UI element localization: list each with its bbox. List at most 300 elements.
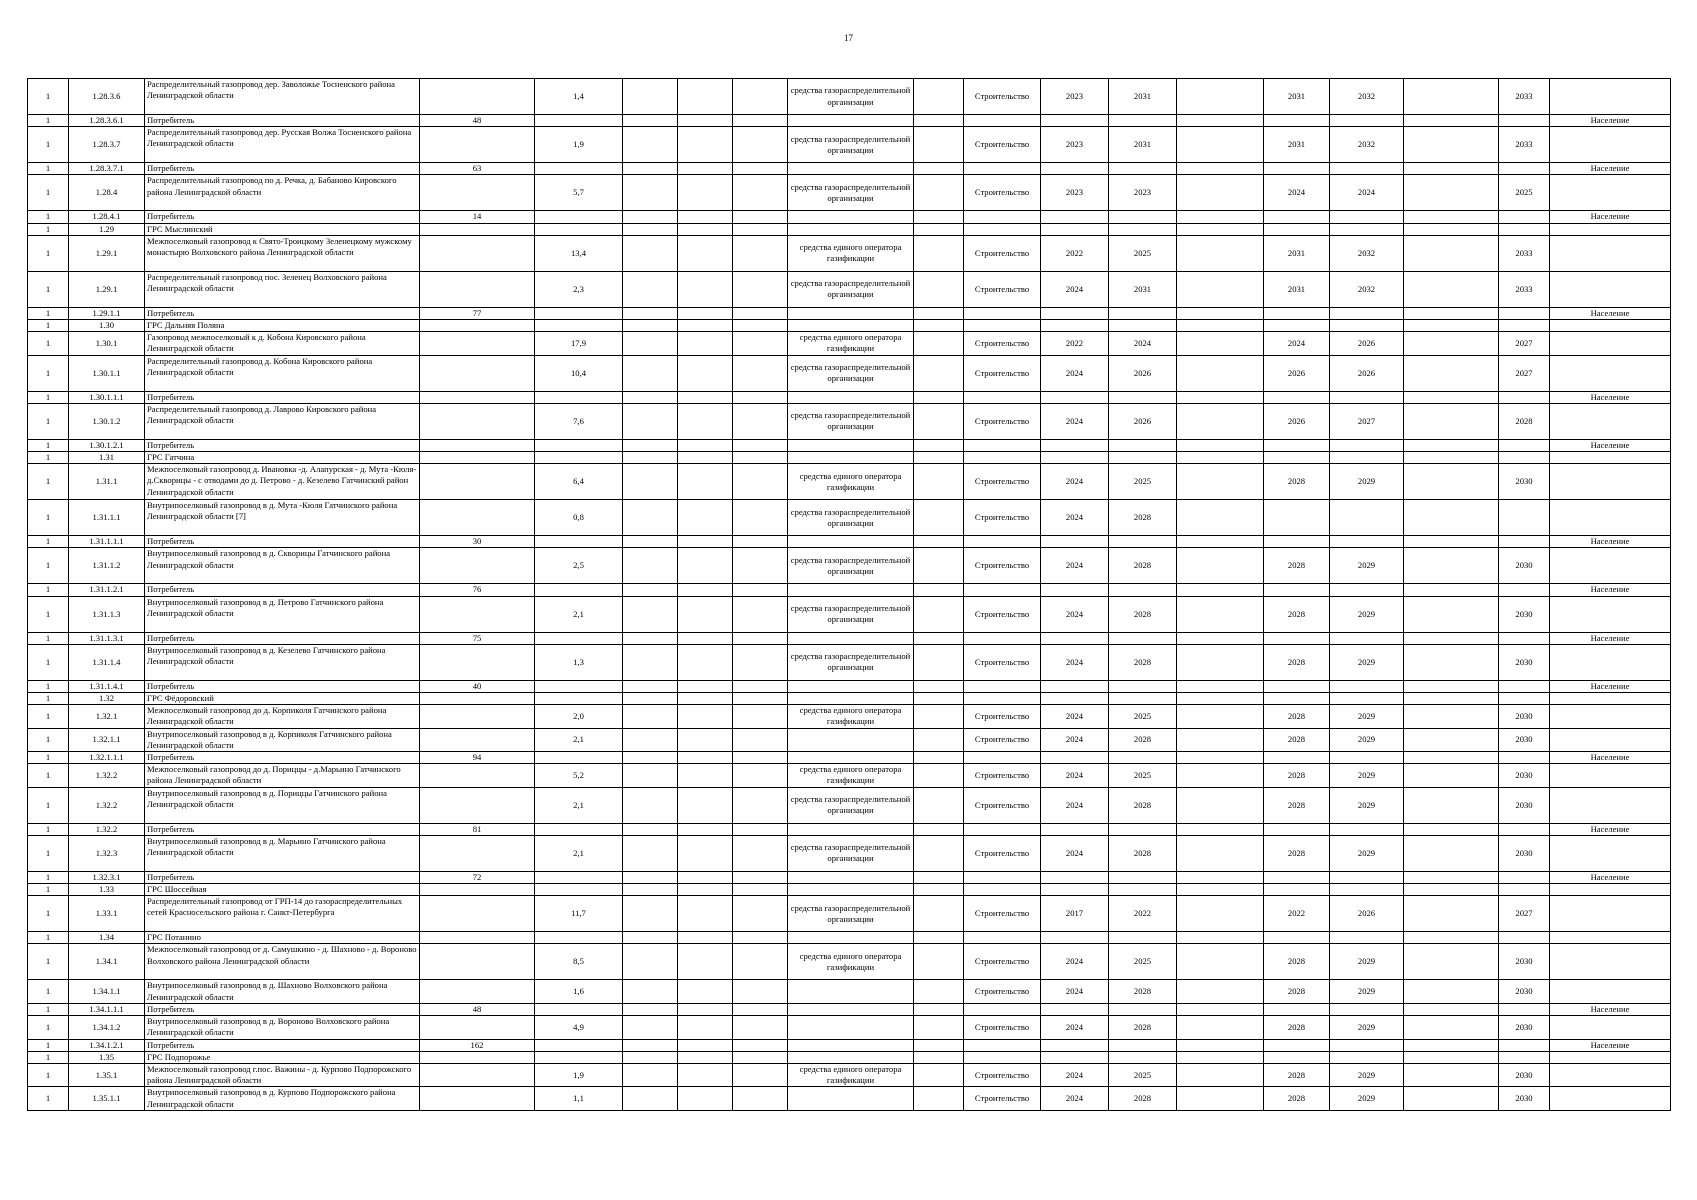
empty-cell xyxy=(623,823,678,835)
mark-cell: 1 xyxy=(28,584,69,596)
mark-cell: 1 xyxy=(28,835,69,871)
consumers-cell xyxy=(420,787,535,823)
name-cell: Потребитель xyxy=(145,752,420,764)
empty-cell xyxy=(623,355,678,391)
length-cell xyxy=(535,584,623,596)
consumers-cell xyxy=(420,764,535,787)
empty-cell xyxy=(678,596,733,632)
code-cell: 1.32.2 xyxy=(69,787,145,823)
mark-cell: 1 xyxy=(28,644,69,680)
mark-cell: 1 xyxy=(28,596,69,632)
empty-cell xyxy=(623,464,678,500)
table-row xyxy=(28,1063,1671,1086)
table-row xyxy=(28,235,1671,271)
empty-cell xyxy=(623,439,678,451)
empty-cell xyxy=(733,980,788,1003)
name-cell: Потребитель xyxy=(145,1039,420,1051)
funding-source-cell: средства единого оператора газификации xyxy=(788,1063,914,1086)
consumers-cell: 72 xyxy=(420,871,535,883)
year-cell xyxy=(1499,536,1550,548)
empty-cell xyxy=(678,271,733,307)
funding-source-cell xyxy=(788,980,914,1003)
mark-cell: 1 xyxy=(28,536,69,548)
consumer-category-cell xyxy=(1550,1063,1671,1086)
code-cell: 1.30.1.2.1 xyxy=(69,439,145,451)
year-start-cell: 2024 xyxy=(1041,944,1109,980)
empty-cell xyxy=(1177,835,1264,871)
empty-cell xyxy=(914,835,964,871)
code-cell: 1.28.4 xyxy=(69,175,145,211)
year-cell xyxy=(1264,223,1330,235)
year-end-cell xyxy=(1109,439,1177,451)
work-type-cell: Строительство xyxy=(964,235,1041,271)
year-cell: 2033 xyxy=(1499,271,1550,307)
consumers-cell: 75 xyxy=(420,632,535,644)
empty-cell xyxy=(1177,1063,1264,1086)
year-cell: 2030 xyxy=(1499,1063,1550,1086)
empty-cell xyxy=(733,79,788,115)
empty-cell xyxy=(733,355,788,391)
year-cell: 2029 xyxy=(1330,596,1404,632)
code-cell: 1.31.1.2 xyxy=(69,548,145,584)
work-type-cell: Строительство xyxy=(964,944,1041,980)
year-cell: 2028 xyxy=(1264,1087,1330,1110)
empty-cell xyxy=(623,332,678,355)
table-row xyxy=(28,764,1671,787)
mark-cell: 1 xyxy=(28,332,69,355)
year-start-cell xyxy=(1041,752,1109,764)
table-row xyxy=(28,355,1671,391)
empty-cell xyxy=(623,787,678,823)
empty-cell xyxy=(733,271,788,307)
empty-cell xyxy=(1177,944,1264,980)
empty-cell xyxy=(623,235,678,271)
empty-cell xyxy=(914,332,964,355)
consumers-cell: 94 xyxy=(420,752,535,764)
year-cell: 2028 xyxy=(1264,764,1330,787)
empty-cell xyxy=(1177,536,1264,548)
funding-source-cell xyxy=(788,693,914,705)
year-cell xyxy=(1499,680,1550,692)
empty-cell xyxy=(1177,235,1264,271)
year-cell: 2028 xyxy=(1264,980,1330,1003)
consumer-category-cell xyxy=(1550,175,1671,211)
empty-cell xyxy=(733,823,788,835)
year-cell: 2030 xyxy=(1499,548,1550,584)
length-cell: 17,9 xyxy=(535,332,623,355)
consumer-category-cell: Население xyxy=(1550,584,1671,596)
empty-cell xyxy=(678,1051,733,1063)
empty-cell xyxy=(623,500,678,536)
work-type-cell: Строительство xyxy=(964,787,1041,823)
name-cell: Потребитель xyxy=(145,211,420,223)
work-type-cell xyxy=(964,391,1041,403)
empty-cell xyxy=(1404,932,1499,944)
consumer-category-cell xyxy=(1550,980,1671,1003)
table-row xyxy=(28,693,1671,705)
page-number: 17 xyxy=(844,33,853,43)
table-row xyxy=(28,548,1671,584)
empty-cell xyxy=(914,752,964,764)
empty-cell xyxy=(733,211,788,223)
year-cell: 2031 xyxy=(1264,79,1330,115)
empty-cell xyxy=(678,680,733,692)
consumer-category-cell xyxy=(1550,332,1671,355)
year-end-cell: 2028 xyxy=(1109,548,1177,584)
empty-cell xyxy=(623,644,678,680)
consumer-category-cell xyxy=(1550,1051,1671,1063)
consumer-category-cell xyxy=(1550,896,1671,932)
year-cell: 2028 xyxy=(1499,403,1550,439)
consumers-cell: 48 xyxy=(420,1003,535,1015)
length-cell xyxy=(535,693,623,705)
table-row xyxy=(28,680,1671,692)
work-type-cell xyxy=(964,536,1041,548)
empty-cell xyxy=(678,764,733,787)
consumers-cell xyxy=(420,464,535,500)
year-cell xyxy=(1330,1051,1404,1063)
empty-cell xyxy=(1177,307,1264,319)
year-cell xyxy=(1499,752,1550,764)
year-cell: 2030 xyxy=(1499,787,1550,823)
name-cell: Потребитель xyxy=(145,536,420,548)
empty-cell xyxy=(733,1016,788,1039)
year-start-cell: 2017 xyxy=(1041,896,1109,932)
empty-cell xyxy=(733,871,788,883)
year-end-cell xyxy=(1109,115,1177,127)
empty-cell xyxy=(678,1003,733,1015)
empty-cell xyxy=(678,1039,733,1051)
consumer-category-cell: Население xyxy=(1550,1039,1671,1051)
name-cell: Потребитель xyxy=(145,632,420,644)
funding-source-cell xyxy=(788,536,914,548)
length-cell xyxy=(535,452,623,464)
funding-source-cell xyxy=(788,391,914,403)
length-cell xyxy=(535,391,623,403)
consumers-cell xyxy=(420,271,535,307)
year-cell xyxy=(1330,320,1404,332)
year-cell xyxy=(1330,884,1404,896)
year-start-cell xyxy=(1041,536,1109,548)
year-end-cell: 2028 xyxy=(1109,980,1177,1003)
consumer-category-cell xyxy=(1550,1016,1671,1039)
empty-cell xyxy=(1404,391,1499,403)
year-end-cell: 2026 xyxy=(1109,355,1177,391)
empty-cell xyxy=(914,787,964,823)
table-row xyxy=(28,332,1671,355)
year-cell xyxy=(1499,884,1550,896)
length-cell: 1,4 xyxy=(535,79,623,115)
empty-cell xyxy=(1177,332,1264,355)
code-cell: 1.35.1.1 xyxy=(69,1087,145,1110)
mark-cell: 1 xyxy=(28,728,69,751)
code-cell: 1.28.3.6.1 xyxy=(69,115,145,127)
mark-cell: 1 xyxy=(28,1003,69,1015)
year-start-cell xyxy=(1041,932,1109,944)
work-type-cell: Строительство xyxy=(964,596,1041,632)
empty-cell xyxy=(1404,1039,1499,1051)
mark-cell: 1 xyxy=(28,1016,69,1039)
work-type-cell: Строительство xyxy=(964,271,1041,307)
mark-cell: 1 xyxy=(28,79,69,115)
year-cell: 2030 xyxy=(1499,464,1550,500)
work-type-cell: Строительство xyxy=(964,548,1041,584)
year-start-cell xyxy=(1041,391,1109,403)
consumers-cell xyxy=(420,391,535,403)
consumers-cell xyxy=(420,835,535,871)
consumer-category-cell: Население xyxy=(1550,632,1671,644)
work-type-cell xyxy=(964,320,1041,332)
empty-cell xyxy=(623,175,678,211)
length-cell xyxy=(535,439,623,451)
empty-cell xyxy=(678,464,733,500)
year-cell xyxy=(1330,391,1404,403)
consumers-cell xyxy=(420,896,535,932)
empty-cell xyxy=(1404,79,1499,115)
year-cell xyxy=(1499,1039,1550,1051)
work-type-cell xyxy=(964,584,1041,596)
name-cell: Потребитель xyxy=(145,163,420,175)
mark-cell: 1 xyxy=(28,439,69,451)
empty-cell xyxy=(1177,115,1264,127)
year-cell: 2028 xyxy=(1264,1016,1330,1039)
empty-cell xyxy=(623,223,678,235)
year-cell xyxy=(1499,163,1550,175)
length-cell: 0,8 xyxy=(535,500,623,536)
year-cell xyxy=(1499,439,1550,451)
year-cell xyxy=(1264,115,1330,127)
year-cell: 2027 xyxy=(1330,403,1404,439)
length-cell xyxy=(535,307,623,319)
consumer-category-cell xyxy=(1550,1087,1671,1110)
empty-cell xyxy=(1177,752,1264,764)
consumers-cell xyxy=(420,320,535,332)
name-cell: Потребитель xyxy=(145,439,420,451)
name-cell: Распределительный газопровод дер. Русская Волжа Тосненского района Ленинградской области xyxy=(145,127,420,163)
year-start-cell xyxy=(1041,680,1109,692)
consumers-cell: 63 xyxy=(420,163,535,175)
table-row xyxy=(28,596,1671,632)
mark-cell: 1 xyxy=(28,320,69,332)
year-cell xyxy=(1330,1039,1404,1051)
mark-cell: 1 xyxy=(28,1051,69,1063)
year-cell xyxy=(1264,163,1330,175)
year-cell xyxy=(1264,439,1330,451)
name-cell: ГРС Подпорожье xyxy=(145,1051,420,1063)
year-cell xyxy=(1499,391,1550,403)
consumer-category-cell: Население xyxy=(1550,163,1671,175)
year-cell xyxy=(1330,439,1404,451)
year-start-cell xyxy=(1041,632,1109,644)
empty-cell xyxy=(678,1063,733,1086)
table-row xyxy=(28,1003,1671,1015)
code-cell: 1.29 xyxy=(69,223,145,235)
code-cell: 1.33.1 xyxy=(69,896,145,932)
empty-cell xyxy=(623,584,678,596)
year-end-cell: 2024 xyxy=(1109,332,1177,355)
year-cell xyxy=(1499,632,1550,644)
length-cell xyxy=(535,823,623,835)
consumers-cell: 30 xyxy=(420,536,535,548)
empty-cell xyxy=(1177,596,1264,632)
code-cell: 1.28.4.1 xyxy=(69,211,145,223)
work-type-cell: Строительство xyxy=(964,980,1041,1003)
empty-cell xyxy=(1404,980,1499,1003)
empty-cell xyxy=(1404,644,1499,680)
year-cell xyxy=(1499,1051,1550,1063)
empty-cell xyxy=(623,320,678,332)
empty-cell xyxy=(678,355,733,391)
year-cell xyxy=(1499,932,1550,944)
funding-source-cell xyxy=(788,823,914,835)
empty-cell xyxy=(623,944,678,980)
year-cell xyxy=(1330,307,1404,319)
empty-cell xyxy=(678,175,733,211)
year-cell xyxy=(1330,500,1404,536)
year-cell xyxy=(1264,1051,1330,1063)
work-type-cell: Строительство xyxy=(964,1063,1041,1086)
work-type-cell: Строительство xyxy=(964,835,1041,871)
empty-cell xyxy=(914,596,964,632)
empty-cell xyxy=(733,644,788,680)
table-row xyxy=(28,644,1671,680)
year-cell: 2029 xyxy=(1330,548,1404,584)
empty-cell xyxy=(623,693,678,705)
mark-cell: 1 xyxy=(28,1087,69,1110)
year-cell xyxy=(1264,693,1330,705)
year-cell xyxy=(1264,307,1330,319)
empty-cell xyxy=(733,391,788,403)
name-cell: Распределительный газопровод пос. Зеленец Волховского района Ленинградской области xyxy=(145,271,420,307)
empty-cell xyxy=(678,115,733,127)
name-cell: Распределительный газопровод д. Кобона Кировского района Ленинградской области xyxy=(145,355,420,391)
empty-cell xyxy=(733,464,788,500)
code-cell: 1.32 xyxy=(69,693,145,705)
empty-cell xyxy=(623,1039,678,1051)
funding-source-cell xyxy=(788,211,914,223)
year-end-cell xyxy=(1109,680,1177,692)
year-start-cell: 2024 xyxy=(1041,980,1109,1003)
year-cell: 2025 xyxy=(1499,175,1550,211)
year-cell: 2030 xyxy=(1499,728,1550,751)
empty-cell xyxy=(914,211,964,223)
mark-cell: 1 xyxy=(28,1039,69,1051)
year-start-cell: 2024 xyxy=(1041,787,1109,823)
table-row xyxy=(28,452,1671,464)
empty-cell xyxy=(733,332,788,355)
year-start-cell: 2024 xyxy=(1041,705,1109,728)
empty-cell xyxy=(678,632,733,644)
year-start-cell: 2024 xyxy=(1041,464,1109,500)
empty-cell xyxy=(623,163,678,175)
empty-cell xyxy=(914,1003,964,1015)
empty-cell xyxy=(678,391,733,403)
year-cell: 2030 xyxy=(1499,705,1550,728)
consumer-category-cell: Население xyxy=(1550,871,1671,883)
consumers-cell xyxy=(420,500,535,536)
mark-cell: 1 xyxy=(28,271,69,307)
empty-cell xyxy=(1177,1039,1264,1051)
length-cell: 1,6 xyxy=(535,980,623,1003)
empty-cell xyxy=(733,320,788,332)
consumers-cell xyxy=(420,932,535,944)
empty-cell xyxy=(914,391,964,403)
funding-source-cell: средства газораспределительной организации xyxy=(788,644,914,680)
empty-cell xyxy=(733,500,788,536)
code-cell: 1.32.3 xyxy=(69,835,145,871)
code-cell: 1.35.1 xyxy=(69,1063,145,1086)
funding-source-cell xyxy=(788,932,914,944)
code-cell: 1.28.3.7.1 xyxy=(69,163,145,175)
consumers-cell xyxy=(420,728,535,751)
empty-cell xyxy=(914,1016,964,1039)
year-cell: 2033 xyxy=(1499,235,1550,271)
year-cell xyxy=(1499,823,1550,835)
length-cell xyxy=(535,680,623,692)
consumers-cell xyxy=(420,452,535,464)
empty-cell xyxy=(1177,320,1264,332)
table-row xyxy=(28,1039,1671,1051)
empty-cell xyxy=(623,536,678,548)
mark-cell: 1 xyxy=(28,932,69,944)
empty-cell xyxy=(1404,1087,1499,1110)
consumers-cell xyxy=(420,223,535,235)
year-cell xyxy=(1499,584,1550,596)
code-cell: 1.34.1 xyxy=(69,944,145,980)
name-cell: Межпоселковый газопровод от д. Самушкино - д. Шахново - д. Вороново Волховского района Ленинградской области xyxy=(145,944,420,980)
empty-cell xyxy=(1404,752,1499,764)
empty-cell xyxy=(623,1063,678,1086)
empty-cell xyxy=(1404,163,1499,175)
empty-cell xyxy=(914,79,964,115)
mark-cell: 1 xyxy=(28,223,69,235)
length-cell xyxy=(535,211,623,223)
empty-cell xyxy=(1404,1063,1499,1086)
length-cell: 5,2 xyxy=(535,764,623,787)
empty-cell xyxy=(1177,355,1264,391)
year-start-cell: 2024 xyxy=(1041,403,1109,439)
funding-source-cell xyxy=(788,452,914,464)
length-cell xyxy=(535,320,623,332)
empty-cell xyxy=(678,932,733,944)
year-end-cell: 2025 xyxy=(1109,235,1177,271)
empty-cell xyxy=(914,1063,964,1086)
code-cell: 1.35 xyxy=(69,1051,145,1063)
funding-source-cell: средства газораспределительной организации xyxy=(788,355,914,391)
code-cell: 1.34.1.1 xyxy=(69,980,145,1003)
name-cell: Распределительный газопровод дер. Заволожье Тосненского района Ленинградской области xyxy=(145,79,420,115)
year-cell xyxy=(1330,536,1404,548)
empty-cell xyxy=(914,896,964,932)
year-end-cell: 2031 xyxy=(1109,271,1177,307)
empty-cell xyxy=(1177,452,1264,464)
empty-cell xyxy=(1177,439,1264,451)
year-cell xyxy=(1264,932,1330,944)
year-end-cell xyxy=(1109,752,1177,764)
code-cell: 1.30.1.2 xyxy=(69,403,145,439)
empty-cell xyxy=(1177,500,1264,536)
work-type-cell xyxy=(964,439,1041,451)
name-cell: ГРС Фёдоровский xyxy=(145,693,420,705)
year-cell: 2032 xyxy=(1330,235,1404,271)
empty-cell xyxy=(1404,884,1499,896)
empty-cell xyxy=(1404,403,1499,439)
name-cell: ГРС Потанино xyxy=(145,932,420,944)
empty-cell xyxy=(1404,680,1499,692)
year-cell: 2033 xyxy=(1499,127,1550,163)
empty-cell xyxy=(623,391,678,403)
year-cell xyxy=(1264,632,1330,644)
